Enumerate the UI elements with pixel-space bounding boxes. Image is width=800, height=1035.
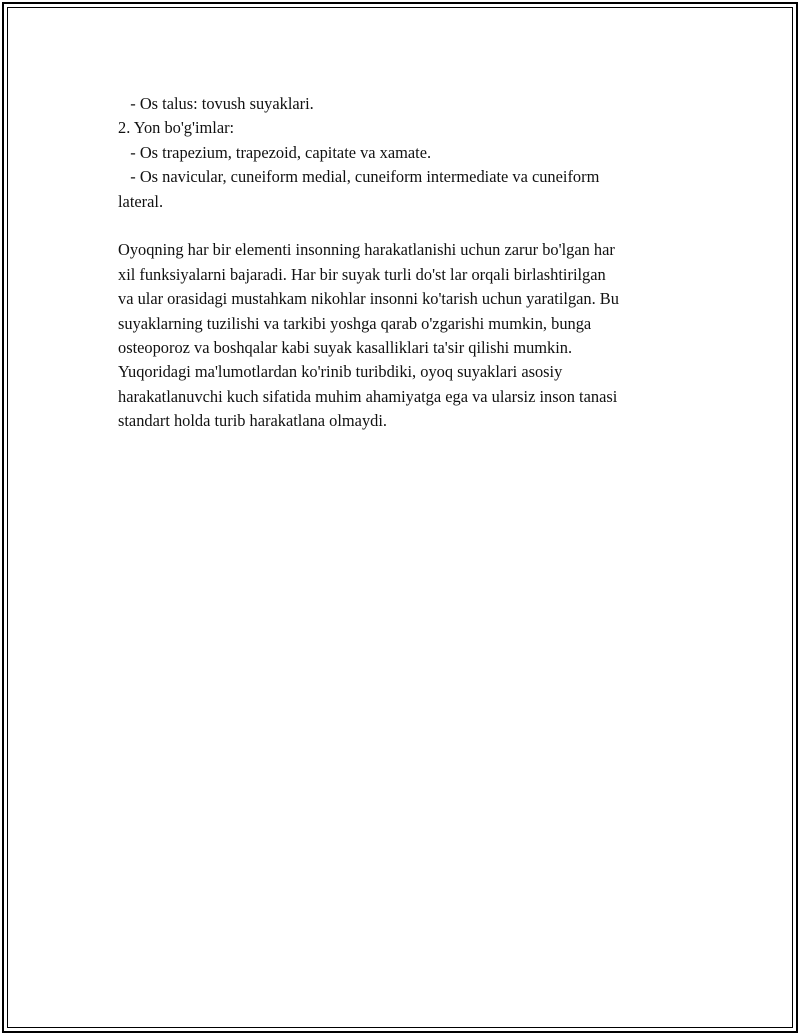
list-item-navicular: - Os navicular, cuneiform medial, cuneiform intermediate va cuneiform bbox=[118, 167, 600, 187]
paragraph-line: Yuqoridagi ma'lumotlardan ko'rinib turibdiki, oyoq suyaklari asosiy bbox=[118, 362, 563, 382]
list-item-talus: - Os talus: tovush suyaklari. bbox=[118, 94, 314, 113]
list-item-navicular-continued: lateral. bbox=[118, 191, 164, 211]
paragraph-gap bbox=[118, 214, 688, 238]
paragraph-line: osteoporoz va boshqalar kabi suyak kasalliklari ta'sir qilishi mumkin. bbox=[118, 338, 573, 358]
body-paragraph bbox=[118, 238, 688, 433]
paragraph-line: Oyoqning har bir elementi insonning harakatlanishi uchun zarur bo'lgan har bbox=[118, 240, 615, 260]
paragraph-line: harakatlanuvchi kuch sifatida muhim ahamiyatga ega va ularsiz inson tanasi bbox=[118, 386, 618, 406]
paragraph-line: suyaklarning tuzilishi va tarkibi yoshga qarab o'zgarishi mumkin, bunga bbox=[118, 313, 592, 333]
list-heading-2: 2. Yon bo'g'imlar: bbox=[118, 118, 235, 138]
paragraph-line: standart holda turib harakatlana olmaydi. bbox=[118, 411, 387, 431]
list-item-trapezium: - Os trapezium, trapezoid, capitate va xamate. bbox=[118, 142, 432, 162]
paragraph-line: xil funksiyalarni bajaradi. Har bir suyak turli do'st lar orqali birlashtirilgan bbox=[118, 264, 606, 284]
document-body bbox=[118, 92, 688, 434]
paragraph-line: va ular orasidagi mustahkam nikohlar insonni ko'tarish uchun yaratilgan. Bu bbox=[118, 289, 619, 309]
